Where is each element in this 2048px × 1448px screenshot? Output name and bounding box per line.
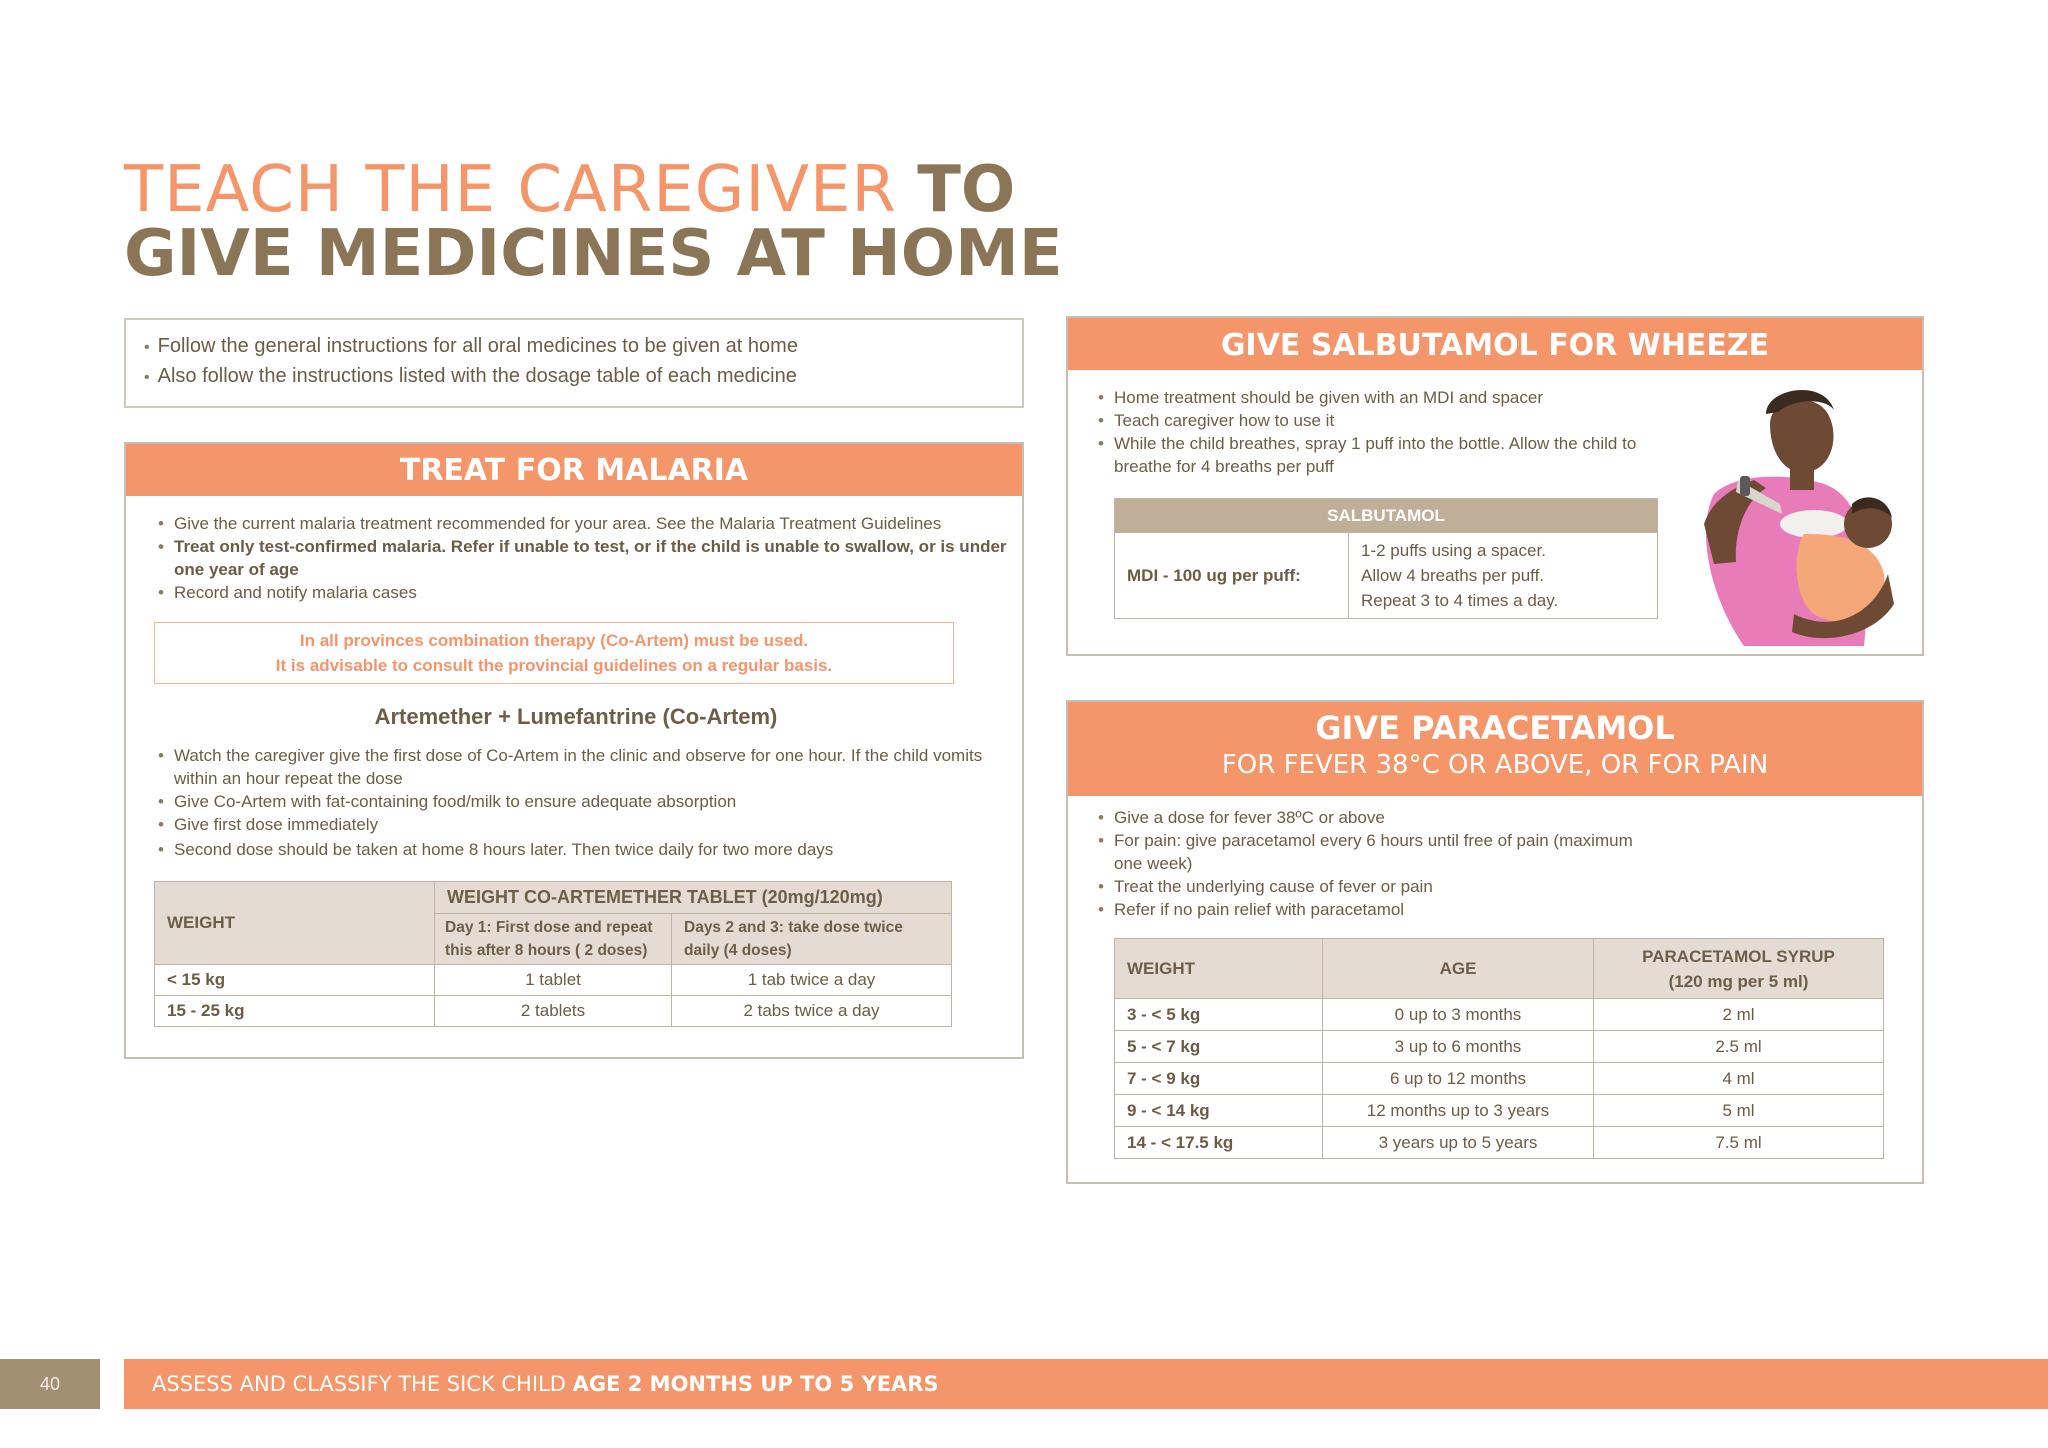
malaria-bullets	[158, 512, 1014, 604]
salbutamol-heading: GIVE SALBUTAMOL FOR WHEEZE	[1068, 318, 1922, 370]
salbutamol-table-header: SALBUTAMOL	[1115, 499, 1658, 533]
page-number: 40	[0, 1359, 100, 1409]
list-item: • Give the current malaria treatment recommended for your area. See the Malaria Treatment Guidelines	[158, 512, 1014, 535]
list-item: • Watch the caregiver give the first dose of Co-Artem in the clinic and observe for one hour. If the child vomits within an hour repeat the dose	[158, 744, 1008, 790]
intro-box	[124, 318, 1024, 408]
footer-text-light: ASSESS AND CLASSIFY THE SICK CHILD	[152, 1372, 566, 1396]
col-group-header: WEIGHT CO-ARTEMETHER TABLET (20mg/120mg)	[435, 882, 952, 914]
salbutamol-panel	[1066, 316, 1924, 656]
title-light: TEACH THE CAREGIVER	[124, 153, 897, 227]
table-row: 9 - < 14 kg 12 months up to 3 years 5 ml	[1115, 1095, 1884, 1127]
list-item: • While the child breathes, spray 1 puff into the bottle. Allow the child to breathe for 4 breaths per puff	[1098, 432, 1638, 478]
page-title	[124, 153, 1063, 291]
paracetamol-bullets	[1098, 806, 1658, 921]
title-line-2: GIVE MEDICINES AT HOME	[124, 217, 1063, 291]
salbutamol-table	[1114, 498, 1658, 619]
coartem-bullets	[158, 744, 1008, 861]
list-item: • Treat only test-confirmed malaria. Refer if unable to test, or if the child is unable to swallow, or is under one year of age	[158, 535, 1014, 581]
list-item: • Second dose should be taken at home 8 hours later. Then twice daily for two more days	[158, 838, 1008, 861]
list-item: • For pain: give paracetamol every 6 hours until free of pain (maximum one week)	[1098, 829, 1658, 875]
paracetamol-heading: GIVE PARACETAMOL	[1315, 709, 1675, 747]
col-weight-header: WEIGHT	[155, 882, 435, 965]
col-weight-header: WEIGHT	[1115, 939, 1323, 999]
table-row: 3 - < 5 kg 0 up to 3 months 2 ml	[1115, 999, 1884, 1031]
malaria-panel	[124, 442, 1024, 1059]
col-age-header: AGE	[1323, 939, 1594, 999]
mdi-dose-instructions: 1-2 puffs using a spacer. Allow 4 breaths per puff. Repeat 3 to 4 times a day.	[1349, 533, 1658, 619]
malaria-notice: In all provinces combination therapy (Co-Artem) must be used. It is advisable to consult the provincial guidelines on a regular basis.	[154, 622, 954, 684]
paracetamol-panel	[1066, 700, 1924, 1184]
intro-item: • Also follow the instructions listed with the dosage table of each medicine	[144, 365, 797, 387]
malaria-heading: TREAT FOR MALARIA	[126, 444, 1022, 496]
list-item: • Record and notify malaria cases	[158, 581, 1014, 604]
mdi-dose-label: MDI - 100 ug per puff:	[1115, 533, 1349, 619]
list-item: • Refer if no pain relief with paracetamol	[1098, 898, 1658, 921]
table-row: 15 - 25 kg 2 tablets 2 tabs twice a day	[155, 996, 952, 1027]
paracetamol-table	[1114, 938, 1884, 1159]
paracetamol-subheading: FOR FEVER 38°C OR ABOVE, OR FOR PAIN	[1221, 750, 1769, 780]
bullet-icon: •	[144, 369, 150, 386]
coartem-subheading: Artemether + Lumefantrine (Co-Artem)	[374, 704, 778, 729]
col-syrup-header: PARACETAMOL SYRUP (120 mg per 5 ml)	[1594, 939, 1884, 999]
table-row: 5 - < 7 kg 3 up to 6 months 2.5 ml	[1115, 1031, 1884, 1063]
mother-feeding-child-illustration	[1674, 384, 1904, 646]
list-item: • Teach caregiver how to use it	[1098, 409, 1638, 432]
table-row: < 15 kg 1 tablet 1 tab twice a day	[155, 965, 952, 996]
list-item: • Give first dose immediately	[158, 813, 1008, 836]
coartem-table	[154, 881, 952, 1027]
footer-text-bold: AGE 2 MONTHS UP TO 5 YEARS	[572, 1372, 939, 1396]
intro-item: • Follow the general instructions for all oral medicines to be given at home	[144, 335, 798, 357]
table-row: 7 - < 9 kg 6 up to 12 months 4 ml	[1115, 1063, 1884, 1095]
list-item: • Give a dose for fever 38ºC or above	[1098, 806, 1658, 829]
col-day1-header: Day 1: First dose and repeat this after 8 hours ( 2 doses)	[435, 914, 672, 965]
list-item: • Home treatment should be given with an MDI and spacer	[1098, 386, 1638, 409]
bullet-icon: •	[144, 339, 150, 356]
paracetamol-banner	[1068, 702, 1922, 796]
salbutamol-bullets	[1098, 386, 1638, 478]
list-item: • Give Co-Artem with fat-containing food/milk to ensure adequate absorption	[158, 790, 1008, 813]
col-day23-header: Days 2 and 3: take dose twice daily (4 doses)	[672, 914, 952, 965]
list-item: • Treat the underlying cause of fever or pain	[1098, 875, 1658, 898]
table-row: 14 - < 17.5 kg 3 years up to 5 years 7.5 ml	[1115, 1127, 1884, 1159]
footer-banner	[124, 1359, 2048, 1409]
title-bold-to: TO	[917, 153, 1016, 227]
